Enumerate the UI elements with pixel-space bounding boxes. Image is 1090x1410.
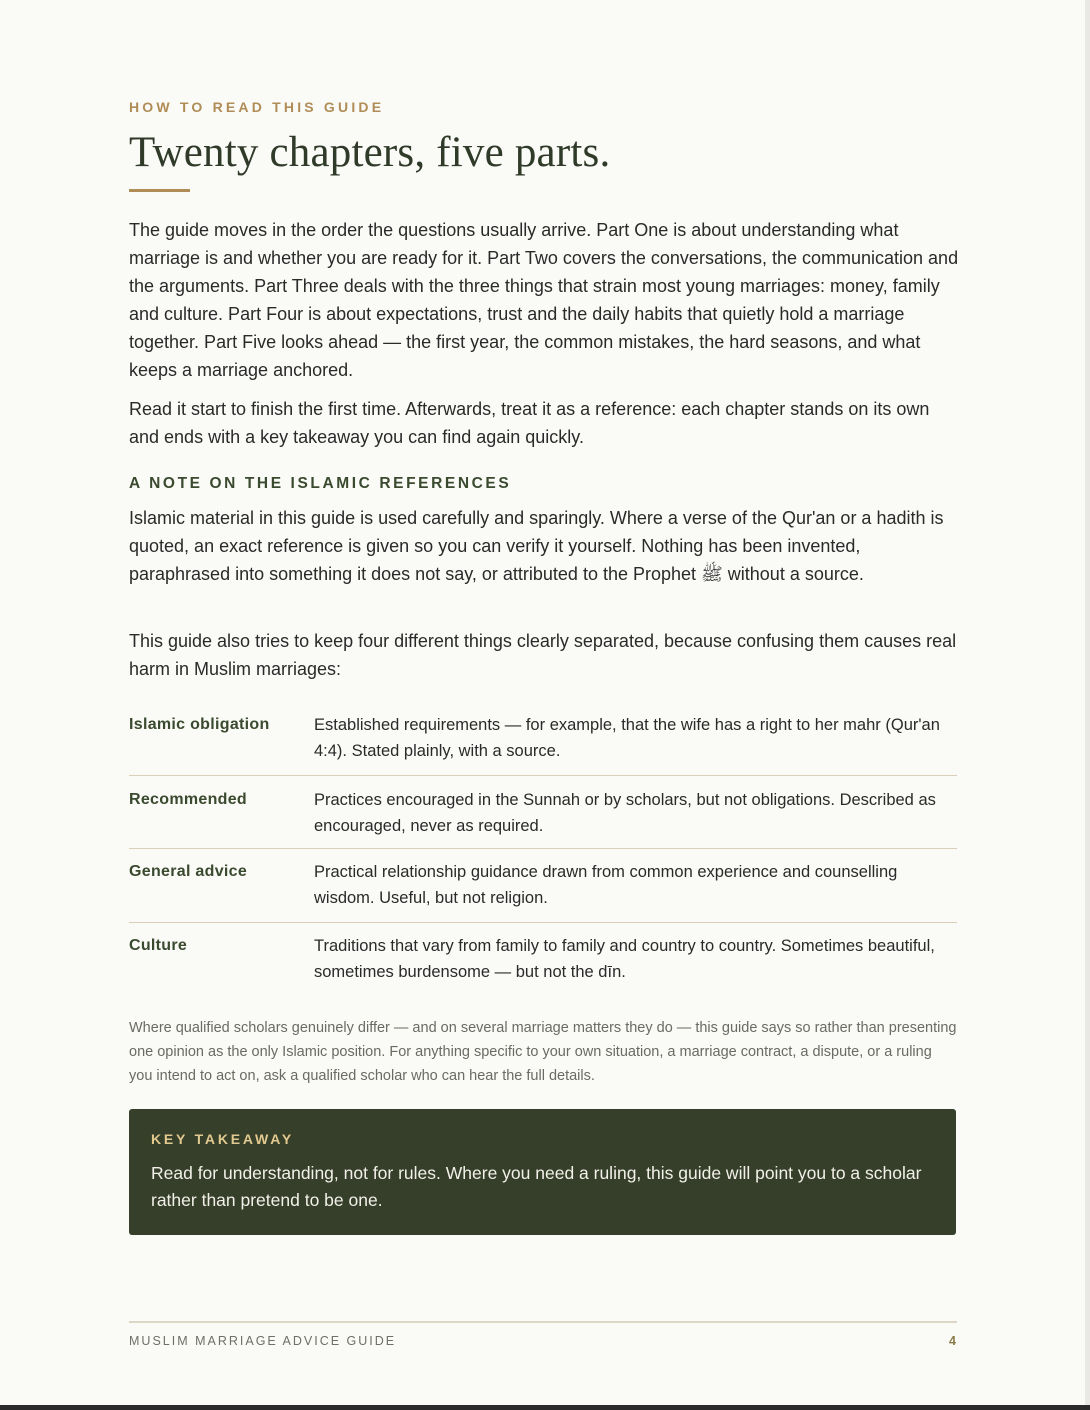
definition-row — [129, 923, 957, 993]
definition-row — [129, 703, 957, 776]
key-takeaway-box — [129, 1109, 956, 1235]
definition-term: Recommended — [129, 791, 247, 808]
definitions-table — [129, 703, 957, 993]
page-number: 4 — [949, 1334, 956, 1348]
page-edge-right — [1085, 0, 1090, 1410]
key-takeaway-text: Read for understanding, not for rules. Where you need a ruling, this guide will point you to a scholar rather than pretend to be one. — [151, 1163, 922, 1210]
title-divider — [129, 189, 190, 192]
page-edge-bottom — [0, 1405, 1090, 1410]
footer-title: MUSLIM MARRIAGE ADVICE GUIDE — [129, 1334, 397, 1348]
intro-paragraph-2: Read it start to finish the first time. Afterwards, treat it as a reference: each chapter stands on its own and ends with a key takeaway you can find again quickly. — [129, 399, 930, 447]
footer-divider — [129, 1321, 957, 1323]
definition-text: Traditions that vary from family to family and country to country. Sometimes beautiful, sometimes burdensome — but not the dīn. — [314, 937, 935, 981]
key-takeaway-label: KEY TAKEAWAY — [151, 1131, 295, 1147]
intro-paragraph-1: The guide moves in the order the questions usually arrive. Part One is about understanding what marriage is and whether you are ready for it. Part Two covers the conversations, the communication and the arguments. Part Three deals with the three things that strain most young marriages: money, family and culture. Part Four is about expectations, trust and the daily habits that quietly hold a marriage together. Part Five looks ahead — the first year, the common mistakes, the hard seasons, and what keeps a marriage anchored. — [129, 220, 959, 380]
section-eyebrow: HOW TO READ THIS GUIDE — [129, 99, 385, 115]
page-title: Twenty chapters, five parts. — [129, 129, 611, 176]
definition-text: Established requirements — for example, that the wife has a right to her mahr (Qur'an 4:4). Stated plainly, with a source. — [314, 716, 940, 760]
definition-row — [129, 849, 957, 923]
definition-term: Culture — [129, 937, 188, 954]
islamic-note-paragraph-1: Islamic material in this guide is used carefully and sparingly. Where a verse of the Qur'an or a hadith is quoted, an exact reference is given so you can verify it yourself. Nothing has been invented, paraphrased into something it does not say, or attributed to the Prophet ﷺ without a source. — [129, 508, 944, 584]
definition-term: General advice — [129, 863, 248, 880]
definition-text: Practical relationship guidance drawn from common experience and counselling wisdom. Useful, but not religion. — [314, 863, 898, 907]
definition-row — [129, 776, 957, 849]
islamic-references-heading: A NOTE ON THE ISLAMIC REFERENCES — [129, 475, 512, 492]
islamic-note-paragraph-2: This guide also tries to keep four different things clearly separated, because confusing them causes real harm in Muslim marriages: — [129, 631, 957, 679]
definition-term: Islamic obligation — [129, 716, 270, 733]
scholar-note: Where qualified scholars genuinely differ — and on several marriage matters they do — this guide says so rather than presenting one opinion as the only Islamic position. For anything specific to your own situation, a marriage contract, a dispute, or a ruling you intend to act on, ask a qualified scholar who can hear the full details. — [129, 1020, 957, 1084]
definition-text: Practices encouraged in the Sunnah or by scholars, but not obligations. Described as encouraged, never as required. — [314, 791, 936, 835]
